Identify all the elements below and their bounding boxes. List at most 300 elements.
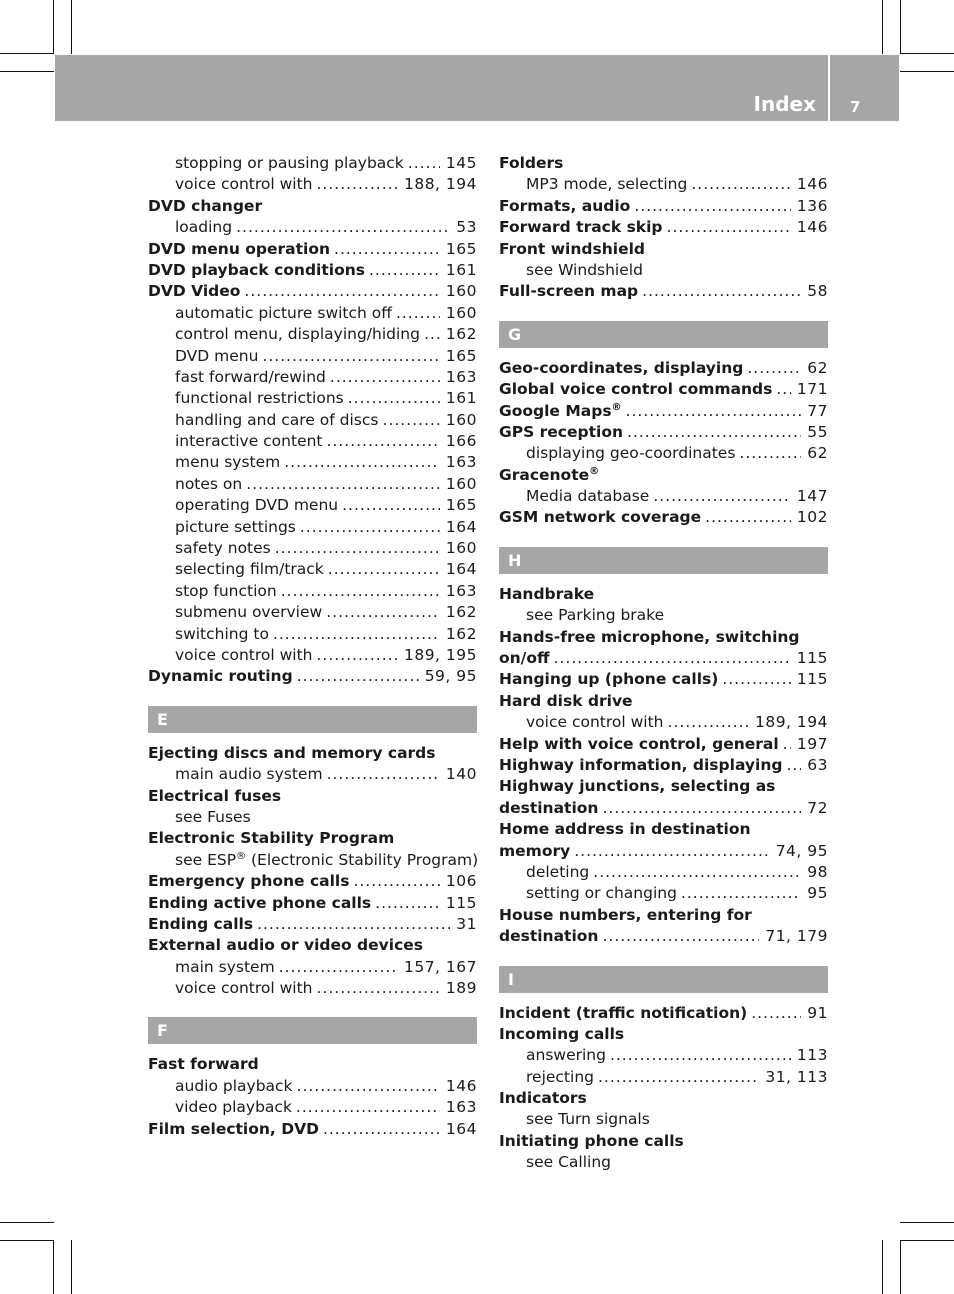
index-term: [175, 602, 322, 623]
index-term: [499, 281, 638, 302]
index-term: [175, 581, 277, 602]
page-reference: 106: [445, 872, 477, 891]
index-term-text: Global voice control commands: [499, 380, 773, 399]
index-entry: [499, 239, 828, 260]
index-term: [499, 1003, 747, 1024]
index-term: [175, 174, 313, 195]
dot-leader: [642, 281, 801, 302]
page-reference: 160: [445, 474, 477, 493]
index-term: [526, 174, 687, 195]
index-entry: [499, 605, 828, 626]
dot-leader: [328, 559, 440, 580]
index-entry: [499, 196, 828, 217]
page-reference: 62: [807, 358, 828, 377]
dot-leader: [342, 495, 440, 516]
index-term: [526, 605, 664, 626]
dot-leader: [424, 324, 440, 345]
index-term-text: voice control with: [175, 175, 313, 194]
dot-leader: [262, 346, 439, 367]
index-term: [175, 153, 404, 174]
dot-leader: [246, 474, 440, 495]
index-term: [148, 666, 293, 687]
dot-leader: [382, 410, 439, 431]
index-term-text: handling and care of discs: [175, 410, 379, 429]
index-entry: [148, 914, 477, 935]
page-reference: 160: [445, 282, 477, 301]
index-term: [175, 645, 313, 666]
index-term-text: Electronic Stability Program: [148, 829, 395, 848]
index-term: [526, 712, 664, 733]
page-reference: 163: [445, 367, 477, 386]
dot-leader: [634, 196, 791, 217]
index-entry: [148, 871, 477, 892]
index-term-text: video playback: [175, 1098, 292, 1117]
index-term-text: Folders: [499, 154, 564, 172]
index-term-text: Highway information, displaying: [499, 755, 783, 774]
index-entry: [148, 978, 477, 999]
index-entry: [148, 1076, 477, 1097]
index-term: [526, 443, 735, 464]
dot-leader: [593, 862, 801, 883]
index-term-text: Ending calls: [148, 914, 254, 933]
page-reference: 189: [445, 979, 477, 998]
index-entry: [148, 743, 477, 764]
index-term: [148, 196, 262, 217]
dot-leader: [279, 957, 398, 978]
index-term-text: Formats, audio: [499, 196, 631, 215]
index-term: [499, 926, 598, 947]
index-term-text: DVD menu operation: [148, 239, 331, 258]
index-term: [175, 303, 392, 324]
index-entry: [148, 828, 477, 849]
index-term-text: DVD Video: [148, 282, 241, 301]
page-reference: 59, 95: [424, 667, 477, 686]
page-reference: 157, 167: [403, 957, 477, 976]
page-reference: 115: [445, 893, 477, 912]
page-reference: 146: [445, 1076, 477, 1095]
index-term: [175, 217, 232, 238]
page-reference: 160: [445, 539, 477, 558]
index-entry: [148, 1054, 477, 1075]
index-term-text: setting or changing: [526, 884, 677, 903]
page-reference: 197: [796, 734, 828, 753]
index-term-text: rejecting: [526, 1067, 594, 1086]
index-entry: [499, 712, 828, 733]
dot-leader: [602, 798, 801, 819]
index-term-text: menu system: [175, 453, 281, 472]
index-term-text: Electrical fuses: [148, 786, 282, 805]
index-term-text: see Turn signals: [526, 1110, 650, 1129]
page-reference: 161: [445, 389, 477, 408]
index-term: [148, 786, 281, 807]
index-entry: [499, 260, 828, 281]
index-entry: [148, 495, 477, 516]
index-entry: [148, 431, 477, 452]
index-term: [499, 153, 563, 174]
index-entry: [148, 324, 477, 345]
index-entry: [499, 691, 828, 712]
index-term-text: DVD changer: [148, 196, 263, 215]
crop-mark: [900, 1222, 954, 1223]
page-reference: 102: [796, 508, 828, 527]
crop-mark: [0, 53, 54, 54]
index-term-text: interactive content: [175, 432, 323, 451]
index-term: [499, 819, 751, 840]
index-term: [148, 1054, 259, 1075]
dot-leader: [273, 624, 440, 645]
page-reference: 71, 179: [765, 927, 828, 946]
index-term-text: Fast forward: [148, 1055, 259, 1074]
index-entry: [499, 465, 828, 486]
index-term: [148, 914, 253, 935]
index-term-text: Incident (traffic notification): [499, 1003, 748, 1022]
index-term: [148, 743, 436, 764]
index-term-text: displaying geo-coordinates: [526, 444, 736, 463]
index-entry: [148, 850, 477, 871]
index-term-text: selecting film/track: [175, 560, 324, 579]
page-reference: 53: [456, 218, 477, 237]
index-term-text: loading: [175, 218, 233, 237]
page-reference: 163: [445, 1098, 477, 1117]
index-entry: [499, 1003, 828, 1024]
page-reference: 113: [796, 1046, 828, 1065]
index-entry: [499, 1131, 828, 1152]
index-term: [175, 807, 251, 828]
dot-leader: [783, 734, 791, 755]
index-term-text: see ESP: [175, 850, 237, 869]
index-entry: [499, 358, 828, 379]
index-term-text: GPS reception: [499, 422, 623, 441]
page-reference: 136: [796, 196, 828, 215]
index-term-text: Help with voice control, general: [499, 734, 779, 753]
index-term-text: Highway junctions, selecting as: [499, 777, 776, 796]
index-entry: [499, 1109, 828, 1130]
index-term-text: Hard disk drive: [499, 691, 633, 710]
index-column-left: [148, 153, 477, 1140]
index-entry: [499, 776, 828, 797]
index-term-text: stop function: [175, 581, 277, 600]
index-term: [526, 260, 643, 281]
index-entry: [148, 666, 477, 687]
index-entry: [499, 627, 828, 648]
index-entry: [148, 260, 477, 281]
index-term: [148, 1119, 319, 1140]
index-entry: [148, 281, 477, 302]
dot-leader: [300, 517, 440, 538]
index-term: [499, 217, 663, 238]
page-reference: 145: [445, 154, 477, 172]
index-term: [499, 1024, 624, 1045]
index-term: [526, 1067, 594, 1088]
page-reference: 91: [807, 1003, 828, 1022]
index-term: [499, 691, 633, 712]
index-term-text: Media database: [526, 487, 650, 506]
page-reference: 165: [445, 346, 477, 365]
index-entry: [499, 905, 828, 926]
index-term: [499, 379, 772, 400]
page-reference: 189, 194: [754, 713, 828, 732]
index-term: [499, 401, 622, 422]
registered-mark: ®: [611, 401, 622, 413]
index-term: [175, 559, 324, 580]
index-entry: [148, 303, 477, 324]
crop-mark: [900, 71, 954, 72]
index-term-text: Gracenote: [499, 465, 590, 484]
index-term-text: Indicators: [499, 1089, 587, 1108]
crop-mark: [53, 0, 54, 54]
dot-leader: [691, 174, 791, 195]
crop-mark: [0, 71, 54, 72]
dot-leader: [722, 669, 791, 690]
page-reference: 165: [445, 239, 477, 258]
index-term: [499, 1088, 587, 1109]
index-term: [175, 474, 242, 495]
index-term: [175, 452, 280, 473]
index-term-text: Google Maps: [499, 401, 612, 420]
index-entry: [499, 401, 828, 422]
page-reference: 160: [445, 303, 477, 322]
index-term: [499, 734, 779, 755]
section-header-h: H: [499, 547, 828, 574]
index-entry: [499, 443, 828, 464]
index-term: [499, 239, 645, 260]
page-reference: 164: [445, 517, 477, 536]
page-reference: 163: [445, 453, 477, 472]
page-reference: 140: [445, 765, 477, 784]
index-term: [175, 957, 275, 978]
index-entry: [148, 367, 477, 388]
index-term: [499, 755, 782, 776]
dot-leader: [334, 239, 440, 260]
index-entry: [148, 1119, 477, 1140]
index-term-text: Initiating phone calls: [499, 1131, 684, 1150]
page-reference: 77: [807, 401, 828, 420]
page-reference: 98: [807, 862, 828, 881]
dot-leader: [275, 538, 440, 559]
index-entry: [499, 379, 828, 400]
index-term-text: Full-screen map: [499, 282, 639, 301]
index-entry: [499, 153, 828, 174]
dot-leader: [776, 379, 791, 400]
index-term: [175, 346, 258, 367]
dot-leader: [610, 1045, 791, 1066]
index-term-text: switching to: [175, 624, 269, 643]
index-entry: [148, 538, 477, 559]
dot-leader: [297, 666, 419, 687]
page-reference: 162: [445, 624, 477, 643]
index-term-text: Geo-coordinates, displaying: [499, 358, 744, 377]
page-reference: 115: [796, 670, 828, 689]
index-term-text: Handbrake: [499, 584, 595, 603]
index-term: [175, 495, 338, 516]
dot-leader: [751, 1003, 801, 1024]
index-term: [148, 281, 240, 302]
page-reference: 55: [807, 422, 828, 441]
section-header-i: I: [499, 966, 828, 993]
dot-leader: [327, 431, 440, 452]
index-term-text: see Calling: [526, 1153, 611, 1172]
page-reference: 95: [807, 884, 828, 903]
crop-mark: [0, 1240, 54, 1241]
index-term: [499, 1131, 684, 1152]
index-entry: [499, 422, 828, 443]
index-entry: [499, 217, 828, 238]
index-term: [148, 239, 330, 260]
page-reference: 146: [796, 218, 828, 237]
page-reference: 162: [445, 603, 477, 622]
index-term-text: DVD playback conditions: [148, 260, 365, 279]
index-term: [526, 862, 589, 883]
index-entry: [499, 174, 828, 195]
index-term: [499, 776, 775, 797]
index-term-text: GSM network coverage: [499, 508, 702, 527]
dot-leader: [396, 303, 440, 324]
index-term-text: automatic picture switch off: [175, 303, 392, 322]
index-term: [499, 507, 701, 528]
index-term-text: MP3 mode, selecting: [526, 175, 688, 194]
index-entry: [499, 1152, 828, 1173]
index-term-text: (Electronic Stability Program): [246, 850, 479, 869]
dot-leader: [554, 648, 791, 669]
index-term: [499, 196, 630, 217]
dot-leader: [598, 1067, 759, 1088]
index-term: [499, 358, 743, 379]
index-term-text: Front windshield: [499, 239, 645, 258]
dot-leader: [327, 764, 440, 785]
page-reference: 164: [445, 560, 477, 579]
index-term: [148, 260, 365, 281]
dot-leader: [627, 422, 801, 443]
index-term: [148, 871, 349, 892]
index-term: [175, 1076, 293, 1097]
index-term-text: destination: [499, 927, 599, 946]
index-term: [175, 388, 344, 409]
page-reference: 163: [445, 581, 477, 600]
index-term: [526, 883, 677, 904]
dot-leader: [284, 452, 440, 473]
section-header-g: G: [499, 321, 828, 348]
dot-leader: [323, 1119, 440, 1140]
dot-leader: [653, 486, 791, 507]
index-entry: [499, 1024, 828, 1045]
index-term-text: voice control with: [175, 645, 313, 664]
index-entry: [499, 819, 828, 840]
index-term-text: voice control with: [526, 713, 664, 732]
index-term-text: memory: [499, 841, 571, 860]
index-entry: [148, 474, 477, 495]
index-entry: [499, 862, 828, 883]
dot-leader: [317, 978, 440, 999]
dot-leader: [353, 871, 439, 892]
index-term: [526, 1045, 606, 1066]
index-entry: [148, 174, 477, 195]
index-term-text: see Windshield: [526, 260, 643, 279]
index-term-text: safety notes: [175, 539, 271, 558]
dot-leader: [667, 217, 791, 238]
index-term-text: see Parking brake: [526, 606, 665, 625]
index-term: [499, 905, 752, 926]
page-reference: 171: [796, 380, 828, 399]
index-column-right: [499, 153, 828, 1174]
dot-leader: [786, 755, 801, 776]
index-entry: [148, 764, 477, 785]
dot-leader: [281, 581, 440, 602]
index-term-text: destination: [499, 798, 599, 817]
index-term: [175, 324, 420, 345]
index-term-text: control menu, displaying/hiding: [175, 325, 420, 344]
index-term: [526, 486, 649, 507]
index-term: [175, 538, 271, 559]
index-term: [175, 1097, 292, 1118]
index-entry: [148, 388, 477, 409]
dot-leader: [375, 893, 440, 914]
index-entry: [148, 217, 477, 238]
index-entry: [499, 734, 828, 755]
index-term-text: functional restrictions: [175, 389, 344, 408]
index-entry: [148, 624, 477, 645]
index-entry: [499, 1088, 828, 1109]
index-entry: [499, 486, 828, 507]
crop-mark: [53, 1240, 54, 1294]
index-entry: [499, 798, 828, 819]
index-term-text: External audio or video devices: [148, 936, 424, 955]
index-term: [175, 410, 378, 431]
page-reference: 72: [807, 798, 828, 817]
index-entry: [148, 517, 477, 538]
index-term-text: Film selection, DVD: [148, 1119, 319, 1138]
index-entry: [148, 893, 477, 914]
page-reference: 189, 195: [403, 645, 477, 664]
index-entry: [148, 602, 477, 623]
page-reference: 62: [807, 444, 828, 463]
index-term-text: deleting: [526, 862, 590, 881]
index-term: [499, 669, 718, 690]
index-entry: [148, 581, 477, 602]
page-number: 7: [850, 98, 861, 116]
index-entry: [148, 807, 477, 828]
index-entry: [148, 786, 477, 807]
crop-mark: [900, 0, 901, 54]
index-entry: [499, 281, 828, 302]
index-entry: [148, 239, 477, 260]
dot-leader: [257, 914, 450, 935]
index-term-text: answering: [526, 1046, 606, 1065]
index-term-text: Hanging up (phone calls): [499, 670, 719, 689]
page-reference: 160: [445, 410, 477, 429]
index-entry: [148, 153, 477, 174]
index-term-text: Hands-free microphone, switching: [499, 627, 800, 646]
index-term-text: DVD menu: [175, 346, 259, 365]
index-entry: [499, 841, 828, 862]
dot-leader: [747, 358, 801, 379]
crop-mark: [71, 0, 72, 54]
dot-leader: [408, 153, 440, 174]
page-reference: 58: [807, 282, 828, 301]
dot-leader: [681, 883, 801, 904]
index-term-text: Dynamic routing: [148, 667, 293, 686]
page-number-box: [830, 55, 899, 121]
page-reference: 162: [445, 325, 477, 344]
index-term: [175, 624, 269, 645]
index-term: [175, 517, 296, 538]
index-term-text: stopping or pausing playback: [175, 154, 404, 172]
registered-mark: ®: [236, 850, 247, 862]
index-term: [175, 764, 323, 785]
section-header-e: E: [148, 706, 477, 733]
dot-leader: [348, 388, 440, 409]
index-term: [499, 841, 570, 862]
index-term-text: main audio system: [175, 765, 323, 784]
